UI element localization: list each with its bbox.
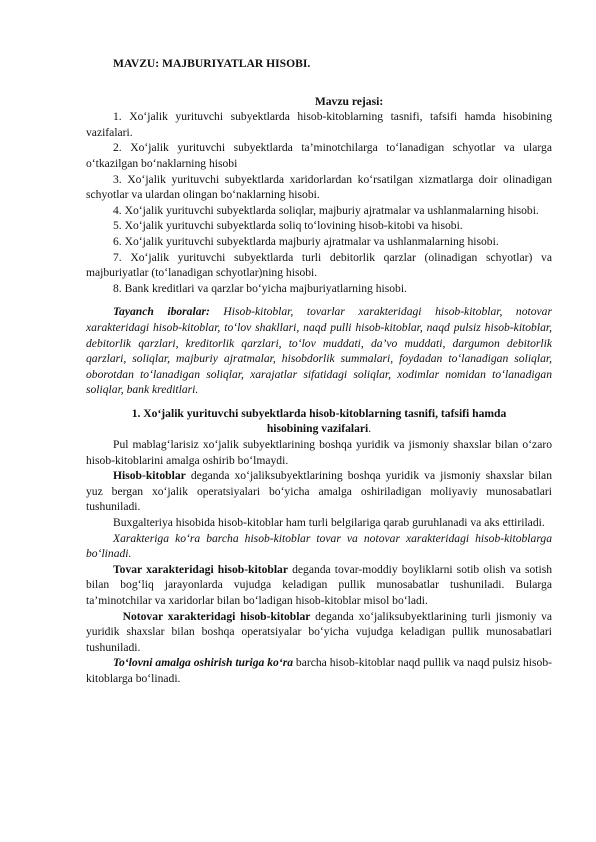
paragraph-3: Buxgalteriya hisobida hisob-kitoblar ham turli belgilariga qarab guruhlanadi va aks ettiriladi.: [113, 516, 545, 530]
plan-item-4: 4. Xo‘jalik yurituvchi subyektlarda soliqlar, majburiy ajratmalar va ushlanmalarning hisobi.: [113, 203, 539, 217]
paragraph-6-term: Notovar xarakteridagi hisob-kitoblar: [122, 609, 311, 623]
paragraph-7: [86, 655, 552, 686]
paragraph-5: [86, 562, 552, 609]
key-terms-label: Tayanch iboralar:: [113, 305, 210, 319]
paragraph-1: Pul mablag‘larisiz xo‘jalik subyektlarining boshqa yuridik va jismoniy shaxslar bilan o‘zaro hisob-kitoblarini amalga oshirib bo‘lmaydi.: [86, 438, 552, 467]
paragraph-7-term: To‘lovni amalga oshirish turiga ko‘ra: [113, 656, 294, 670]
plan-item-7: 7. Xo‘jalik yurituvchi subyektlarda turli debitorlik qarzlar (olinadigan schyotlar) va majburiyatlar (to‘lanadigan schyotlar)ning hisobi.: [86, 250, 552, 280]
paragraph-2-term: Hisob-kitoblar: [113, 469, 186, 483]
plan-item-8: 8. Bank kreditlari va qarzlar bo‘yicha majburiyatlarning hisobi.: [113, 281, 407, 295]
document-page: [86, 56, 552, 687]
paragraph-7-text: barcha hisob-kitoblar naqd pullik va naqd pulsiz hisob-kitoblarga bo‘linadi.: [86, 656, 552, 685]
paragraph-2-text: deganda xo‘jaliksubyektlarining boshqa yuridik va jismoniy shaxslar bilan yuz bergan xo‘jalik operatsiyalari bo‘yicha amalga oshiriladigan moliyaviy munosabatlari tushuniladi.: [86, 469, 552, 514]
key-terms-text: Hisob-kitoblar, tovarlar xarakteridagi hisob-kitoblar, notovar xarakteridagi hisob-kitoblar, to‘lov shakllari, naqd pulli hisob-kitoblar, naqd pulsiz hisob-kitoblar, debitorlik qarzlari, kreditorlik qarzlari, to‘lov muddati, da’vo muddati, dargumon debitorlik qarzlari, soliqlar, majburiy ajratmalar, hisobdorlik summalari, foydadan to‘lanadigan soliqlar, oborotdan to‘lanadigan soliqlar, xarajatlar sifatidagi soliqlar, xodimlar nomidan to‘lanadigan soliqlar, bank kreditlari.: [86, 305, 552, 397]
paragraph-4: Xarakteriga ko‘ra barcha hisob-kitoblar tovar va notovar xarakteridagi hisob-kitoblarga bo‘linadi.: [86, 531, 552, 561]
paragraph-5-text: deganda tovar-moddiy boyliklarni sotib olish va sotish bilan bog‘liq jarayonlarda vujudga keladigan pullik munosabatlar tushuniladi. Bularga ta’minotchilar va xaridorlar bilan bo‘ladigan hisob-kitoblar misol bo‘ladi.: [86, 562, 553, 607]
paragraph-5-term: Tovar xarakteridagi hisob-kitoblar: [113, 562, 288, 576]
section-heading-period: .: [368, 422, 372, 436]
plan-item-6: 6. Xo‘jalik yurituvchi subyektlarda majburiy ajratmalar va ushlanmalarning hisobi.: [113, 234, 499, 248]
key-terms-paragraph: [86, 304, 552, 398]
document-title: MAVZU: MAJBURIYATLAR HISOBI.: [113, 57, 311, 70]
plan-list: [86, 109, 552, 296]
plan-item-3: 3. Xo‘jalik yurituvchi subyektlarda xaridorlardan ko‘rsatilgan xizmatlarga doir olinadigan schyotlar va ulardan olingan bo‘naklarning hisobi.: [86, 172, 552, 202]
section-heading-line2: hisobining vazifalari: [266, 422, 369, 436]
plan-heading: Mavzu rejasi:: [314, 94, 384, 108]
plan-item-2: 2. Xo‘jalik yurituvchi subyektlarda ta’minotchilarga to‘lanadigan schyotlar va ularga o‘tkazilgan bo‘naklarning hisobi: [86, 141, 552, 170]
plan-item-1: 1. Xo‘jalik yurituvchi subyektlarda hisob-kitoblarning tasnifi, tafsifi hamda hisobining vazifalari.: [86, 110, 552, 139]
paragraph-6: [86, 609, 552, 656]
plan-item-5: 5. Xo‘jalik yurituvchi subyektlarda soliq to‘lovining hisob-kitobi va hisobi.: [113, 219, 463, 233]
section-heading: [86, 406, 552, 437]
paragraph-6-text: deganda xo‘jaliksubyektlarining turli jismoniy va yuridik shaxslar bilan boshqa operatsiyalar bo‘yicha vujudga keladigan pullik munosabatlari tushuniladi.: [86, 609, 553, 654]
paragraph-2: [86, 468, 552, 515]
section-heading-line1: 1. Xo‘jalik yurituvchi subyektlarda hisob-kitoblarning tasnifi, tafsifi hamda: [131, 406, 507, 420]
